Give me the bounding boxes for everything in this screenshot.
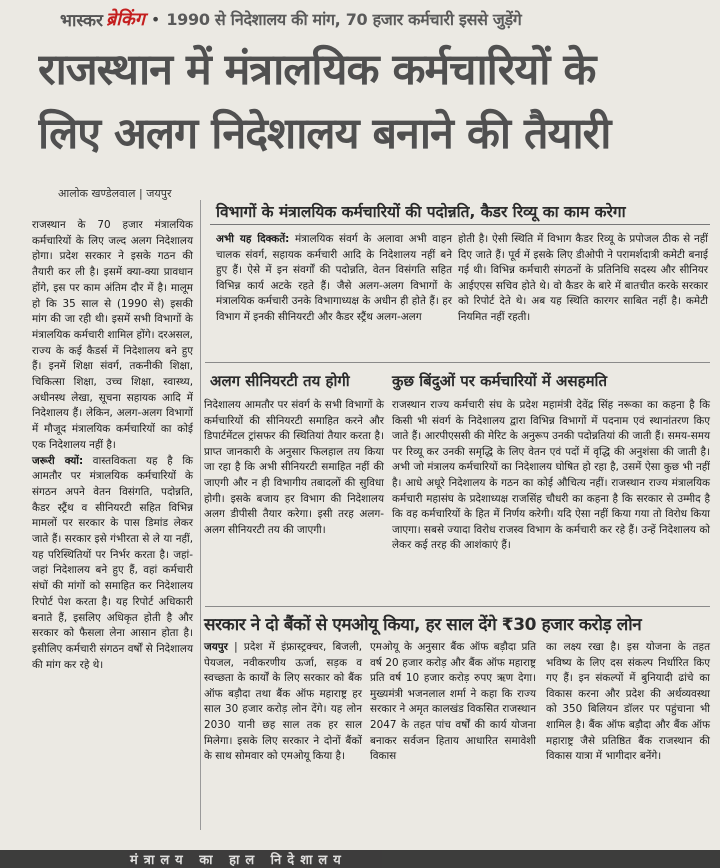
byline-place: जयपुर xyxy=(146,187,172,200)
byline xyxy=(58,186,171,201)
mou-column-1 xyxy=(204,640,362,765)
next-story-partial-text: मंत्रालय का हाल निदेशालय xyxy=(130,853,347,868)
mou-subheadline: सरकार ने दो बैंकों से एमओयू किया, हर साल देंगे ₹30 हजार करोड़ लोन xyxy=(204,615,642,635)
seniority-column xyxy=(204,398,384,538)
main-story-para-1: राजस्थान के 70 हजार मंत्रालयिक कर्मचारियों के लिए जल्द अलग निदेशालय होगा। प्रदेश सरकार ने इसके गठन की तैयारी कर ली है। इसमें क्या-क्या प्रावधान होंगे, इस पर काम अंतिम दौर में है। मालूम हो कि 35 साल से (1990 से) इसकी मांग की जा रही थी। इसमें सभी विभागों के मंत्रालयिक कर्मचारी शामिल होंगे। दरअसल, राज्य के कई कैडर्स में निदेशालय बने हुए हैं। इनमें शिक्षा संवर्ग, तकनीकी शिक्षा, चिकित्सा शिक्षा, उच्च शिक्षा, स्वास्थ्य, अधीनस्थ लेखा, सूचना सहायक आदि में निदेशालय हैं। लेकिन, अलग-अलग विभागों में मौजूद मंत्रालयिक कर्मचारियों का कोई एक निदेशालय नहीं है। xyxy=(32,219,193,451)
seniority-subheadline: अलग सीनियरटी तय होगी xyxy=(210,372,350,390)
headline-line-2: लिए अलग निदेशालय बनाने की तैयारी xyxy=(38,109,611,159)
disagreement-text: राजस्थान राज्य कर्मचारी संघ के प्रदेश महामंत्री देवेंद्र सिंह नरूका का कहना है कि किसी भी संवर्ग के निदेशालय द्वारा विभिन्न विभागों में पदनाम एवं स्थानांतरण किए जाते हैं। आरपीएससी की मेरिट के अनुरूप उनकी पदोन्नतियां की जाती हैं। समय-समय पर रिव्यू कर उनकी समृद्धि के लिए वेतन एवं पदों में वृद्धि की अनुशंसा की जाती है। अभी जो मंत्रालय कर्मचारियों का निदेशालय घोषित हो रहा है, उसमें ऐसा कुछ भी नहीं है। आधे अधूरे निदेशालय के गठन का कोई औचित्य नहीं। राजस्थान राज्य मंत्रालयिक कर्मचारी महासंघ के प्रदेशाध्यक्ष राजसिंह चौधरी का कहना है कि सरकार से उम्मीद है कि वह कर्मचारियों के हित में निर्णय करेगी। यदि ऐसा नहीं किया गया तो विरोध किया जाएगा। सबसे ज्यादा विरोध राजस्व विभाग के कर्मचारी कर रहे हैं। उन्हें निदेशालय को लेकर कई तरह की आशंकाएं हैं। xyxy=(392,399,710,552)
section-rule-2 xyxy=(205,606,710,607)
byline-author: आलोक खण्डेलवाल xyxy=(58,187,136,200)
mou-col3-text: का लक्ष्य रखा है। इस योजना के तहत भविष्य के लिए दस संकल्प निर्धारित किए गए हैं। इन संकल्पों में बुनियादी ढांचे का विकास करना और प्रदेश की अर्थव्यवस्था को 350 बिलियन डॉलर पर पहुंचाना भी शामिल है। बैंक ऑफ बड़ौदा और बैंक ऑफ महाराष्ट्र जैसे प्रतिष्ठित बैंक राजस्थान की विकास यात्रा में भागीदार बनेंगे। xyxy=(546,641,710,763)
mou-col1-text: | प्रदेश में इंफ्रास्ट्रक्चर, बिजली, पेयजल, नवीकरणीय ऊर्जा, सड़क व स्वच्छता के कार्यों के लिए सरकार को बैंक ऑफ बड़ौदा तथा बैंक ऑफ महाराष्ट्र हर साल 30 हजार करोड़ लोन देंगे। यह लोन 2030 यानी छह साल तक हर साल मिलेगा। इसके लिए सरकार ने दोनों बैंकों के साथ सोमवार को एमओयू किया है। xyxy=(204,641,362,763)
promotion-left-text: मंत्रालयिक संवर्ग के अलावा अभी वाहन चालक संवर्ग, सहायक कर्मचारी आदि के निदेशालय नहीं बने हुए हैं। ऐसे में इन संवर्गों की पदोन्नति, वेतन विसंगति सहित विभिन्न कार्य अटके रहते हैं। जैसे अलग-अलग विभागों के मंत्रालयिक कर्मचारी उनके विभागाध्यक्ष के अधीन ही होते हैं। हर विभाग में इनकी सीनियरटी और कैडर स्ट्रैंथ अलग-अलग xyxy=(216,233,452,323)
separator-dot: • xyxy=(150,9,161,29)
main-story-para-2 xyxy=(32,454,193,674)
brand-name: भास्कर xyxy=(60,10,103,31)
next-story-strip xyxy=(0,850,720,868)
mou-col2-text: एमओयू के अनुसार बैंक ऑफ बड़ौदा प्रति वर्ष 20 हजार करोड़ और बैंक ऑफ महाराष्ट्र प्रति वर्ष 10 हजार करोड़ रुपए ऋण देगा। मुख्यमंत्री भजनलाल शर्मा ने कहा कि राज्य सरकार ने अमृत कालखंड विकसित राजस्थान 2047 के तहत पांच वर्षों की कार्य योजना बनाकर सर्वजन हिताय आधारित समावेशी विकास xyxy=(370,641,536,763)
mou-dateline: जयपुर xyxy=(204,641,228,653)
problems-lead: अभी यह दिक्कतें: xyxy=(216,233,290,245)
brand-tag: ब्रेकिंग xyxy=(105,9,145,30)
mou-column-2 xyxy=(370,640,536,765)
mou-column-3 xyxy=(546,640,710,765)
main-story-column xyxy=(32,218,193,673)
breaking-banner xyxy=(60,4,521,34)
disagreement-subheadline: कुछ बिंदुओं पर कर्मचारियों में असहमति xyxy=(392,372,607,390)
subheadline-rule xyxy=(210,224,710,225)
why-needed-text: वास्तविकता यह है कि आमतौर पर मंत्रालयिक कर्मचारियों के संगठन अपने वेतन विसंगति, पदोन्नति, कैडर स्ट्रैंथ व सीनियरटी सहित विभिन्न मामलों पर सरकार के पास डिमांड लेकर जाते हैं। सरकार इसे गंभीरता से ले या नहीं, यह परिस्थितियों पर निर्भर करता है। जहां-जहां निदेशालय बने हुए हैं, वहां कर्मचारी संघों की मांगों को समाहित कर निदेशालय रिपोर्ट पेश करता है। यह रिपोर्ट अधिकारी बनाते हैं, इसलिए अधिकृत होती है और सरकार को फैसला लेना आसान होता है। इसीलिए कर्मचारी संगठन वर्षों से निदेशालय की मांग कर रहे थे। xyxy=(32,454,193,671)
column-divider xyxy=(200,200,201,830)
promotion-subheadline: विभागों के मंत्रालयिक कर्मचारियों की पदोन्नति, कैडर रिव्यू का काम करेगा xyxy=(216,203,626,221)
disagreement-column xyxy=(392,398,710,554)
promotion-left-column xyxy=(216,232,452,326)
kicker-text: 1990 से निदेशालय की मांग, 70 हजार कर्मचारी इससे जुड़ेंगे xyxy=(166,10,522,29)
headline-line-1: राजस्थान में मंत्रालयिक कर्मचारियों के xyxy=(38,45,596,95)
byline-sep: | xyxy=(138,187,147,200)
section-rule-1 xyxy=(205,362,710,363)
seniority-text: निदेशालय आमतौर पर संवर्ग के सभी विभागों के कर्मचारियों की सीनियरटी समाहित करने और डिपार्टमेंटल ट्रांसफर की स्थितियां तैयार करता है। प्राप्त जानकारी के अनुसार फिलहाल तय किया जा रहा है कि अभी सीनियरटी समाहित नहीं की जाएगी और न ही विभागीय तबादलों की सुविधा होगी। इसके बजाय हर विभाग की निदेशालय अलग डीपीसी तैयार करेगा। इसी तरह अलग-अलग सीनियरटी तय की जाएगी। xyxy=(204,399,384,536)
why-needed-lead: जरूरी क्यों: xyxy=(32,454,84,467)
promotion-right-column xyxy=(458,232,708,326)
promotion-right-text: होती है। ऐसी स्थिति में विभाग कैडर रिव्यू के प्रपोजल ठीक से नहीं दिए जाते हैं। पूर्व में इसके लिए डीओपी ने परामर्शदात्री कमेटी बनाई गई थी। विभिन्न कर्मचारी संगठनों के प्रतिनिधि सदस्य और सीनियर आईएएस सचिव होते थे। वो कैडर के बारे में बातचीत करके सरकार को रिपोर्ट देते थे। अब यह स्थिति कारगर साबित नहीं है। कमेटी नियमित नहीं रहती। xyxy=(458,233,708,323)
